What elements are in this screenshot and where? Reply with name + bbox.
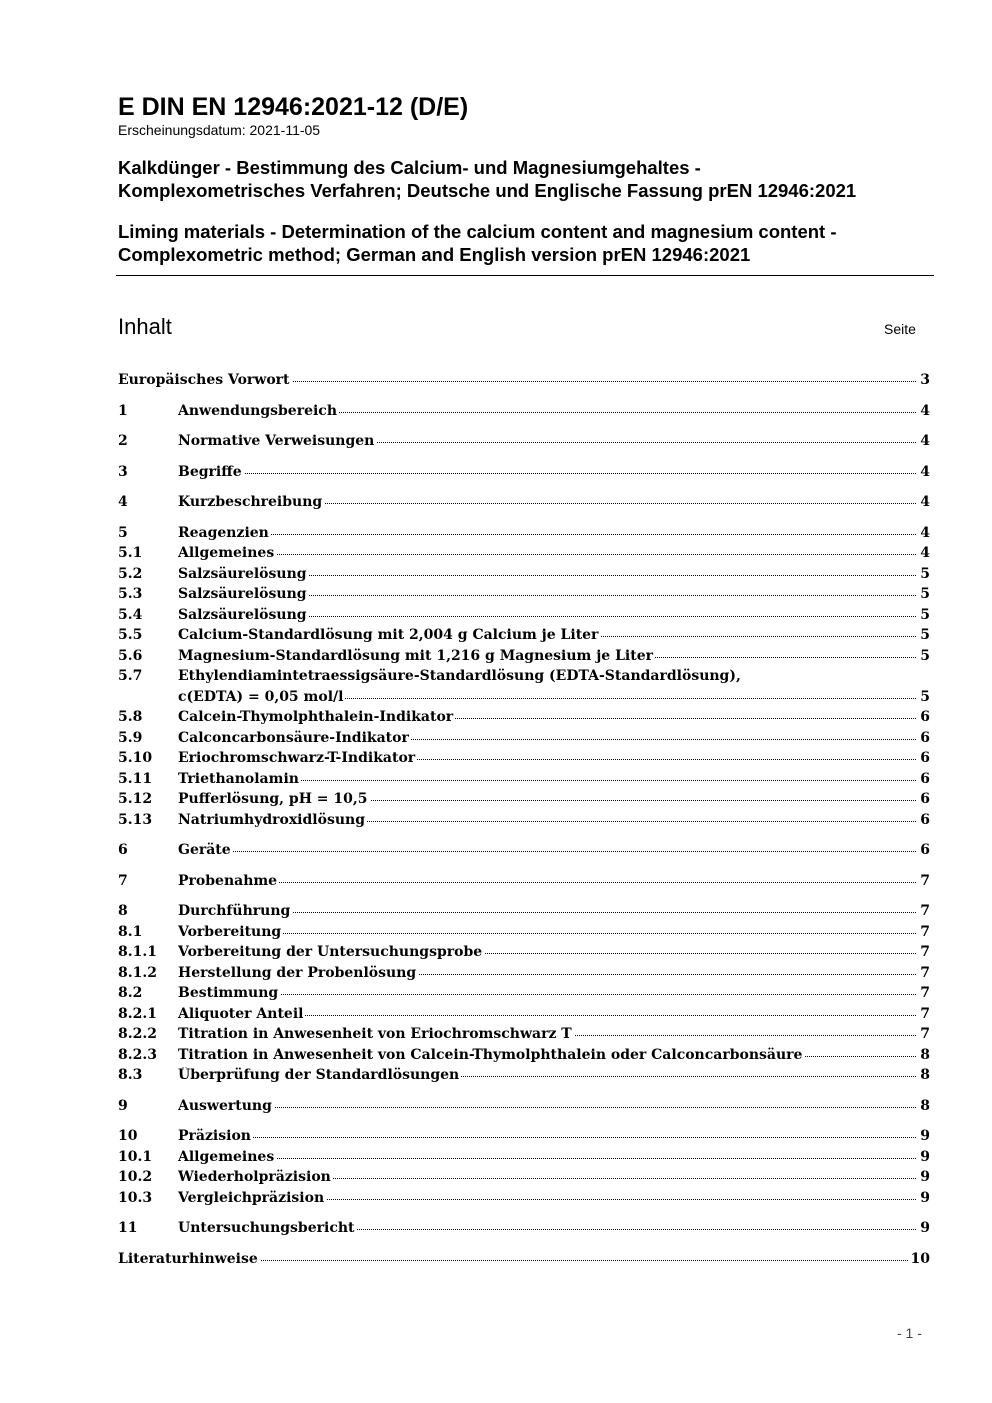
toc-entry-title: Pufferlösung, pH = 10,5 — [178, 791, 368, 807]
toc-entry-title: Vergleichpräzision — [178, 1189, 325, 1206]
toc-entry[interactable] — [118, 965, 930, 986]
toc-entry-title: Salzsäurelösung — [178, 565, 307, 582]
toc-entry-page: 9 — [920, 1148, 930, 1165]
toc-entry-page: 6 — [920, 770, 930, 787]
toc-entry-number: 8.1.1 — [118, 944, 157, 960]
toc-entry-continuation[interactable] — [118, 689, 930, 710]
toc-entry[interactable] — [118, 812, 930, 833]
toc-entry-title: Literaturhinweise — [118, 1250, 258, 1267]
toc-entry-number: 5.7 — [118, 668, 143, 684]
toc-entry-title: Triethanolamin — [178, 770, 299, 787]
toc-entry[interactable] — [118, 525, 930, 546]
toc-entry[interactable] — [118, 1149, 930, 1170]
toc-entry-page: 7 — [920, 1005, 930, 1022]
toc-entry-title: Begriffe — [178, 463, 242, 480]
toc-entry[interactable] — [118, 627, 930, 648]
page-number: - 1 - — [897, 1325, 922, 1341]
toc-entry[interactable] — [118, 1190, 930, 1211]
toc-entry-title: Titration in Anwesenheit von Calcein-Thymolphthalein oder Calconcarbonsäure — [178, 1046, 803, 1063]
toc-entry-page: 8 — [920, 1067, 930, 1083]
toc-entry-number: 5.3 — [118, 586, 143, 602]
toc-entry-number: 2 — [118, 433, 128, 449]
toc-entry-page: 4 — [920, 463, 930, 480]
toc-entry-number: 5.12 — [118, 791, 153, 807]
title-german-line-1: Kalkdünger - Bestimmung des Calcium- und Magnesiumgehaltes - — [118, 157, 701, 178]
title-german — [118, 156, 934, 202]
toc-entry-title: Anwendungsbereich — [178, 402, 337, 419]
title-english-line-2: Complexometric method; German and English version prEN 12946:2021 — [118, 244, 751, 265]
toc-entry-number: 5 — [118, 524, 128, 541]
toc-entry-page: 4 — [920, 433, 930, 449]
toc-entry-number: 8.2 — [118, 985, 143, 1001]
publication-date: Erscheinungsdatum: 2021-11-05 — [118, 122, 321, 138]
toc-entry-number: 5.13 — [118, 811, 153, 828]
toc-entry-title: Aliquoter Anteil — [178, 1005, 304, 1022]
toc-entry-page: 7 — [920, 944, 930, 960]
toc-entry-title: Allgemeines — [178, 1148, 275, 1165]
toc-entry-page: 6 — [920, 750, 930, 766]
toc-entry-page: 8 — [920, 1097, 930, 1114]
toc-entry-number: 7 — [118, 872, 128, 889]
toc-entry-page: 6 — [920, 791, 930, 807]
toc-entry-number: 5.5 — [118, 627, 143, 643]
toc-entry-title: Kurzbeschreibung — [178, 494, 323, 510]
toc-entry-page: 7 — [920, 1026, 930, 1042]
toc-entry-title: Bestimmung — [178, 985, 279, 1001]
toc-entry-number: 6 — [118, 842, 128, 858]
toc-entry-page: 6 — [920, 842, 930, 858]
toc-entry-page: 6 — [920, 709, 930, 725]
toc-entry[interactable] — [118, 1067, 930, 1088]
toc-entry-number: 5.6 — [118, 647, 143, 664]
toc-entry[interactable] — [118, 791, 930, 812]
toc-entry-page: 7 — [920, 903, 930, 919]
toc-entry-title: Europäisches Vorwort — [118, 372, 290, 388]
toc-entry-page: 4 — [920, 494, 930, 510]
toc-entry-number: 11 — [118, 1220, 138, 1236]
toc-entry-title: Salzsäurelösung — [178, 606, 307, 623]
toc-entry-number: 8.2.3 — [118, 1046, 157, 1063]
toc-entry-number: 5.4 — [118, 606, 143, 623]
toc-entry-title: Reagenzien — [178, 524, 269, 541]
toc-entry-number: 5.10 — [118, 750, 153, 766]
toc-entry[interactable] — [118, 1026, 930, 1047]
toc-entry[interactable] — [118, 1047, 930, 1068]
toc-entry-title: Calcium-Standardlösung mit 2,004 g Calcium je Liter — [178, 627, 599, 643]
toc-entry-page: 4 — [920, 402, 930, 419]
toc-entry-title: Überprüfung der Standardlösungen — [178, 1067, 460, 1083]
toc-entry-number: 5.8 — [118, 709, 143, 725]
toc-entry[interactable] — [118, 873, 930, 894]
toc-entry-number: 4 — [118, 494, 128, 510]
toc-entry[interactable] — [118, 1169, 930, 1190]
title-german-line-2: Komplexometrisches Verfahren; Deutsche und Englische Fassung prEN 12946:2021 — [118, 180, 857, 201]
toc-entry-title: Geräte — [178, 842, 231, 858]
toc-entry-page: 4 — [920, 524, 930, 541]
toc-entry[interactable] — [118, 433, 930, 454]
toc-entry-page: 3 — [920, 372, 930, 388]
toc-entry-title: Herstellung der Probenlösung — [178, 964, 417, 981]
toc-entry-page: 9 — [920, 1128, 930, 1144]
toc-entry[interactable] — [118, 648, 930, 669]
toc-page-column-label: Seite — [884, 321, 916, 337]
toc-entry[interactable] — [118, 607, 930, 628]
toc-entry-page: 7 — [920, 964, 930, 981]
toc-entry-page: 8 — [920, 1046, 930, 1063]
toc-entry-title: Untersuchungsbericht — [178, 1220, 355, 1236]
toc-entry-number: 5.9 — [118, 729, 143, 746]
toc-entry[interactable] — [118, 372, 930, 393]
toc-entry[interactable] — [118, 709, 930, 730]
toc-entry-title: Calconcarbonsäure-Indikator — [178, 729, 409, 746]
toc-entry-page: 6 — [920, 811, 930, 828]
toc-entry-title: Titration in Anwesenheit von Eriochromschwarz T — [178, 1026, 572, 1042]
toc-entry-title: Allgemeines — [178, 545, 275, 561]
title-english-line-1: Liming materials - Determination of the calcium content and magnesium content - — [118, 221, 837, 242]
toc-entry-number: 8 — [118, 903, 128, 919]
title-english — [118, 220, 934, 266]
toc-entry-number: 10 — [118, 1128, 138, 1144]
toc-entry-number: 8.2.2 — [118, 1026, 157, 1042]
toc-entry[interactable] — [118, 750, 930, 771]
toc-entry[interactable] — [118, 730, 930, 751]
toc-entry-number: 5.11 — [118, 770, 153, 787]
toc-entry[interactable] — [118, 1220, 930, 1241]
toc-entry-title: Calcein-Thymolphthalein-Indikator — [178, 709, 454, 725]
toc-entry-page: 9 — [920, 1220, 930, 1236]
toc-heading: Inhalt — [118, 314, 172, 339]
toc-entry-title: Normative Verweisungen — [178, 433, 375, 449]
toc-entry-number: 10.3 — [118, 1189, 153, 1206]
toc-entry-page: 4 — [920, 545, 930, 561]
toc-entry[interactable] — [118, 668, 930, 689]
toc-entry-title: Wiederholpräzision — [178, 1169, 331, 1185]
toc-entry-number: 10.1 — [118, 1148, 153, 1165]
toc-entry-page: 5 — [920, 586, 930, 602]
toc-entry-page: 5 — [920, 565, 930, 582]
toc-entry-number: 5.2 — [118, 565, 143, 582]
table-of-contents — [118, 372, 930, 1271]
toc-entry[interactable] — [118, 403, 930, 424]
toc-entry-title: Probenahme — [178, 872, 278, 889]
toc-entry-number: 8.3 — [118, 1067, 143, 1083]
toc-entry[interactable] — [118, 771, 930, 792]
toc-entry-title: Präzision — [178, 1128, 251, 1144]
toc-entry-title-continuation: c(EDTA) = 0,05 mol/l — [178, 688, 344, 705]
toc-entry-number: 10.2 — [118, 1169, 153, 1185]
toc-entry-page: 5 — [920, 627, 930, 643]
toc-entry[interactable] — [118, 1251, 930, 1272]
toc-entry[interactable] — [118, 1098, 930, 1119]
toc-entry-number: 8.2.1 — [118, 1005, 157, 1022]
toc-entry-title: Vorbereitung — [178, 923, 282, 940]
toc-entry[interactable] — [118, 566, 930, 587]
toc-entry-title: Auswertung — [178, 1097, 272, 1114]
toc-entry-page: 5 — [920, 688, 930, 705]
toc-entry[interactable] — [118, 464, 930, 485]
toc-entry-page: 7 — [920, 985, 930, 1001]
toc-entry-title: Salzsäurelösung — [178, 586, 307, 602]
document-header — [118, 92, 934, 266]
toc-entry-number: 3 — [118, 463, 128, 480]
header-divider — [116, 275, 934, 276]
toc-entry-page: 5 — [920, 606, 930, 623]
toc-entry-title: Eriochromschwarz-T-Indikator — [178, 750, 416, 766]
toc-entry-number: 1 — [118, 402, 128, 419]
toc-entry[interactable] — [118, 924, 930, 945]
toc-entry[interactable] — [118, 903, 930, 924]
toc-entry[interactable] — [118, 1128, 930, 1149]
toc-entry-title: Vorbereitung der Untersuchungsprobe — [178, 944, 483, 960]
toc-entry-number: 8.1.2 — [118, 964, 157, 981]
toc-entry[interactable] — [118, 586, 930, 607]
toc-entry-title: Magnesium-Standardlösung mit 1,216 g Magnesium je Liter — [178, 647, 653, 664]
toc-entry-number: 8.1 — [118, 923, 143, 940]
toc-entry[interactable] — [118, 985, 930, 1006]
toc-entry-title: Ethylendiamintetraessigsäure-Standardlösung (EDTA-Standardlösung), — [178, 668, 741, 684]
toc-entry[interactable] — [118, 1006, 930, 1027]
toc-entry[interactable] — [118, 545, 930, 566]
toc-entry[interactable] — [118, 842, 930, 863]
toc-entry[interactable] — [118, 944, 930, 965]
toc-entry-page: 7 — [920, 872, 930, 889]
toc-entry-page: 6 — [920, 729, 930, 746]
toc-entry-page: 10 — [910, 1250, 930, 1267]
document-id: E DIN EN 12946:2021-12 (D/E) — [118, 93, 469, 121]
toc-entry-title: Natriumhydroxidlösung — [178, 811, 365, 828]
toc-entry-title: Durchführung — [178, 903, 291, 919]
toc-entry-number: 9 — [118, 1097, 128, 1114]
toc-entry-page: 7 — [920, 923, 930, 940]
toc-entry-page: 5 — [920, 647, 930, 664]
toc-entry-number: 5.1 — [118, 545, 143, 561]
toc-entry[interactable] — [118, 494, 930, 515]
toc-entry-page: 9 — [920, 1189, 930, 1206]
toc-entry-page: 9 — [920, 1169, 930, 1185]
